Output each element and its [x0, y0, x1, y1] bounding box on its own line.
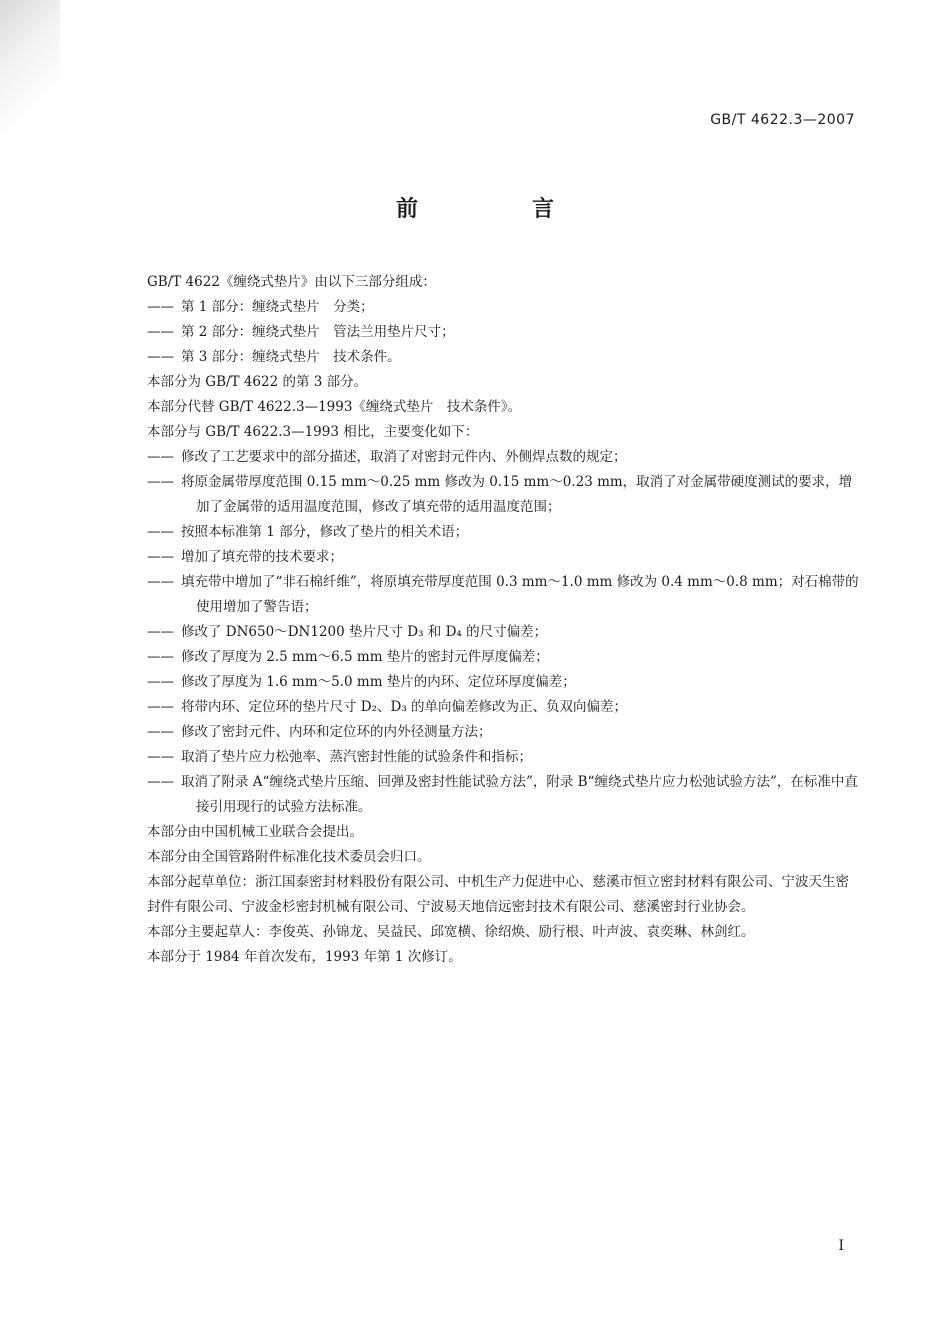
- list-dash: ——: [147, 574, 174, 590]
- list-dash: ——: [147, 474, 174, 490]
- list-item-text: 将带内环、定位环的垫片尺寸 D₂、D₃ 的单向偏差修改为正、负双向偏差；: [181, 699, 628, 715]
- change-list-item: [147, 470, 859, 520]
- list-item-text: 修改了密封元件、内环和定位环的内外径测量方法；: [181, 724, 492, 740]
- scan-corner-shading: [0, 0, 60, 150]
- list-dash: ——: [147, 349, 174, 365]
- change-list-item: [147, 770, 859, 820]
- body-paragraph: 本部分主要起草人：李俊英、孙锦龙、吴益民、邱宽横、徐绍焕、励行根、叶声波、袁奕琳、林剑红。: [147, 924, 755, 940]
- change-list-item: [147, 345, 859, 370]
- list-item-text: 第 2 部分：缠绕式垫片 管法兰用垫片尺寸；: [181, 324, 455, 340]
- change-list-item: [147, 520, 859, 545]
- list-item-text: 修改了 DN650～DN1200 垫片尺寸 D₃ 和 D₄ 的尺寸偏差；: [181, 624, 548, 640]
- page-title: 前 言: [395, 197, 600, 222]
- list-item-text: 修改了厚度为 2.5 mm～6.5 mm 垫片的密封元件厚度偏差；: [181, 649, 549, 665]
- change-list-item: [147, 545, 859, 570]
- list-dash: ——: [147, 524, 174, 540]
- change-list-item: [147, 695, 859, 720]
- list-item-text: 填充带中增加了“非石棉纤维”，将原填充带厚度范围 0.3 mm～1.0 mm 修改为 0.4 mm～0.8 mm；对石棉带的使用增加了警告语；: [181, 574, 859, 615]
- list-item-text: 修改了工艺要求中的部分描述，取消了对密封元件内、外侧焊点数的规定；: [181, 449, 627, 465]
- page-number: I: [838, 1238, 844, 1254]
- body-paragraph: 本部分与 GB/T 4622.3—1993 相比，主要变化如下：: [147, 424, 479, 440]
- change-list-item: [147, 620, 859, 645]
- body-paragraph: 本部分起草单位：浙江国泰密封材料股份有限公司、中机生产力促进中心、慈溪市恒立密封材料有限公司、宁波天生密封件有限公司、宁波金杉密封机械有限公司、宁波易天地信远密封技术有限公司、慈溪密封行业协会。: [147, 874, 849, 915]
- list-dash: ——: [147, 549, 174, 565]
- list-dash: ——: [147, 299, 174, 315]
- change-list-item: [147, 445, 859, 470]
- list-dash: ——: [147, 324, 174, 340]
- list-dash: ——: [147, 674, 174, 690]
- list-item-text: 修改了厚度为 1.6 mm～5.0 mm 垫片的内环、定位环厚度偏差；: [181, 674, 576, 690]
- body-paragraph: 本部分为 GB/T 4622 的第 3 部分。: [147, 374, 368, 390]
- change-list-item: [147, 320, 859, 345]
- change-list-item: [147, 745, 859, 770]
- body-paragraph: 本部分于 1984 年首次发布，1993 年第 1 次修订。: [147, 949, 462, 965]
- list-item-text: 第 3 部分：缠绕式垫片 技术条件。: [181, 349, 401, 365]
- list-dash: ——: [147, 624, 174, 640]
- list-dash: ——: [147, 749, 174, 765]
- change-list-item: [147, 670, 859, 695]
- body-paragraph: 本部分由中国机械工业联合会提出。: [147, 824, 363, 840]
- change-list-item: [147, 720, 859, 745]
- body-paragraph: 本部分代替 GB/T 4622.3—1993《缠绕式垫片 技术条件》。: [147, 399, 522, 415]
- list-dash: ——: [147, 449, 174, 465]
- change-list-item: [147, 570, 859, 620]
- list-item-text: 按照本标准第 1 部分，修改了垫片的相关术语；: [181, 524, 469, 540]
- list-dash: ——: [147, 699, 174, 715]
- list-dash: ——: [147, 774, 174, 790]
- list-dash: ——: [147, 649, 174, 665]
- list-item-text: 增加了填充带的技术要求；: [181, 549, 343, 565]
- list-dash: ——: [147, 724, 174, 740]
- body-paragraph: 本部分由全国管路附件标准化技术委员会归口。: [147, 849, 431, 865]
- list-item-text: 将原金属带厚度范围 0.15 mm～0.25 mm 修改为 0.15 mm～0.23 mm，取消了对金属带硬度测试的要求，增加了金属带的适用温度范围，修改了填充带的适用温度范围；: [181, 474, 853, 515]
- body-paragraph: GB/T 4622《缠绕式垫片》由以下三部分组成：: [147, 274, 436, 290]
- list-item-text: 第 1 部分：缠绕式垫片 分类；: [181, 299, 374, 315]
- change-list-item: [147, 645, 859, 670]
- change-list-item: [147, 295, 859, 320]
- foreword-body: [147, 270, 859, 970]
- document-code: GB/T 4622.3—2007: [710, 112, 855, 128]
- list-item-text: 取消了附录 A“缠绕式垫片压缩、回弹及密封性能试验方法”，附录 B“缠绕式垫片应力松弛试验方法”，在标准中直接引用现行的试验方法标准。: [181, 774, 858, 815]
- list-item-text: 取消了垫片应力松弛率、蒸汽密封性能的试验条件和指标；: [181, 749, 532, 765]
